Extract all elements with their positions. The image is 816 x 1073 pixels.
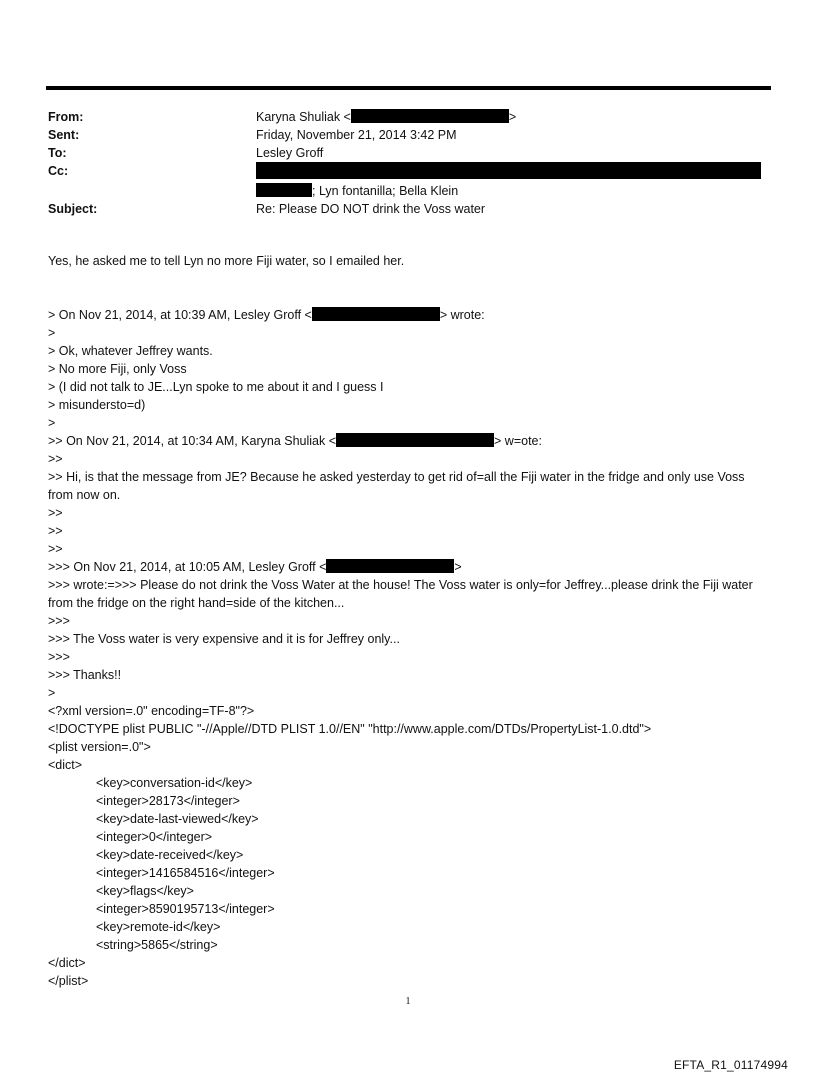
quote-line: >>> wrote:=>>> Please do not drink the Voss Water at the house! The Voss water is only=for Jeffrey...please drink the Fiji water from the fridge on the right hand=side of the kitchen... (48, 578, 753, 610)
email-header (48, 108, 768, 218)
to-label: To: (48, 146, 67, 160)
quote-line: >>> Thanks!! (48, 668, 122, 682)
cc-label: Cc: (48, 164, 69, 178)
from-suffix: > (508, 110, 517, 124)
from-value (256, 108, 768, 126)
quote-line: >>> The Voss water is very expensive and it is for Jeffrey only... (48, 632, 400, 646)
bates-number: EFTA_R1_01174994 (673, 1058, 788, 1072)
to-value: Lesley Groff (256, 146, 324, 160)
sent-label: Sent: (48, 128, 80, 142)
xml-line: <integer>1416584516</integer> (96, 866, 275, 880)
xml-line: <string>5865</string> (96, 938, 218, 952)
subject-label: Subject: (48, 202, 98, 216)
subject-row (48, 200, 768, 218)
quote-line: >>> (48, 650, 70, 664)
quote-line: > (48, 416, 56, 430)
subject-value: Re: Please DO NOT drink the Voss water (256, 202, 486, 216)
xml-line: <key>flags</key> (96, 884, 194, 898)
page-number: 1 (405, 996, 411, 1007)
redaction-box (256, 183, 312, 197)
quote-line: >> (48, 524, 63, 538)
xml-line: <key>remote-id</key> (96, 920, 221, 934)
from-label: From: (48, 110, 84, 124)
redaction-box (351, 109, 509, 123)
quote-line: > (48, 686, 56, 700)
email-body (48, 252, 768, 990)
cc-value-continued (256, 182, 768, 200)
quote-line: > misundersto=d) (48, 398, 146, 412)
reply-text: Yes, he asked me to tell Lyn no more Fiji water, so I emailed her. (48, 254, 405, 268)
quote-line: >>> (48, 614, 70, 628)
quote-line: > (I did not talk to JE...Lyn spoke to me about it and I guess I (48, 380, 384, 394)
xml-line: <key>date-last-viewed</key> (96, 812, 259, 826)
cc-row (48, 162, 768, 182)
xml-line: <key>conversation-id</key> (96, 776, 253, 790)
redaction-box (336, 433, 494, 447)
redaction-box (312, 307, 440, 321)
quote-line: >> (48, 506, 63, 520)
quote-line: >> Hi, is that the message from JE? Because he asked yesterday to get rid of=all the Fiji water in the fridge and only use Voss from now on. (48, 470, 745, 502)
cc-names: ; Lyn fontanilla; Bella Klein (312, 184, 459, 198)
cc-value (256, 162, 768, 182)
quote-header-2: >> On Nov 21, 2014, at 10:34 AM, Karyna Shuliak < > w=ote: (48, 434, 542, 448)
header-rule (46, 86, 771, 90)
quote-line: >> (48, 452, 63, 466)
quote-line: > (48, 326, 56, 340)
quote-header-1: > On Nov 21, 2014, at 10:39 AM, Lesley Groff < > wrote: (48, 308, 485, 322)
redaction-box (256, 162, 761, 179)
to-row (48, 144, 768, 162)
quote-header-3: >>> On Nov 21, 2014, at 10:05 AM, Lesley Groff < > (48, 560, 462, 574)
from-row (48, 108, 768, 126)
quote-line: > Ok, whatever Jeffrey wants. (48, 344, 213, 358)
xml-line: <integer>8590195713</integer> (96, 902, 275, 916)
redaction-box (326, 559, 454, 573)
xml-line: <integer>28173</integer> (96, 794, 240, 808)
xml-line: <?xml version=.0" encoding=TF-8"?> (48, 704, 255, 718)
xml-line: </plist> (48, 974, 89, 988)
xml-line: <integer>0</integer> (96, 830, 213, 844)
xml-line: <!DOCTYPE plist PUBLIC "-//Apple//DTD PLIST 1.0//EN" "http://www.apple.com/DTDs/PropertyList-1.0.dtd"> (48, 722, 652, 736)
xml-line: </dict> (48, 956, 86, 970)
sent-value: Friday, November 21, 2014 3:42 PM (256, 128, 457, 142)
xml-line: <plist version=.0"> (48, 740, 151, 754)
quote-line: > No more Fiji, only Voss (48, 362, 187, 376)
xml-line: <dict> (48, 758, 83, 772)
cc-row-continued (48, 182, 768, 200)
quote-line: >> (48, 542, 63, 556)
xml-line: <key>date-received</key> (96, 848, 244, 862)
sent-row (48, 126, 768, 144)
from-name: Karyna Shuliak < (256, 110, 351, 124)
